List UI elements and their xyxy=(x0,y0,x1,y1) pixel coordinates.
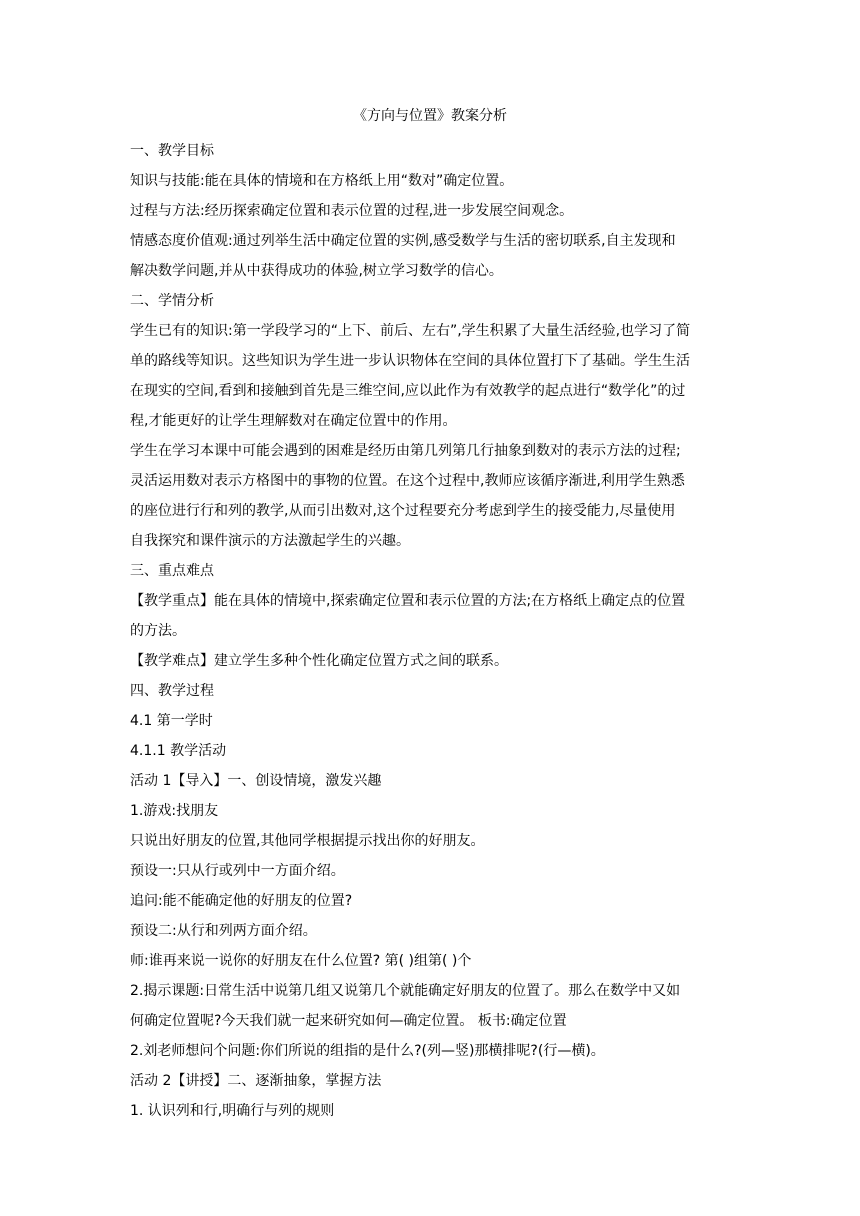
paragraph-line: 单的路线等知识。这些知识为学生进一步认识物体在空间的具体位置打下了基础。学生生活 xyxy=(130,353,690,369)
paragraph-line: 2.揭示课题:日常生活中说第几组又说第几个就能确定好朋友的位置了。那么在数学中又如 xyxy=(130,983,681,999)
paragraph-line: 情感态度价值观:通过列举生活中确定位置的实例,感受数学与生活的密切联系,自主发现和 xyxy=(130,233,676,249)
paragraph-line: 的座位进行行和列的教学,从而引出数对,这个过程要充分考虑到学生的接受能力,尽量使用 xyxy=(130,503,676,519)
paragraph-line: 追问:能不能确定他的好朋友的位置? xyxy=(130,893,353,909)
paragraph-line: 灵活运用数对表示方格图中的事物的位置。在这个过程中,教师应该循序渐进,利用学生熟悉 xyxy=(130,473,685,489)
paragraph-line: 学生已有的知识:第一学段学习的“上下、前后、左右”,学生积累了大量生活经验,也学习了简 xyxy=(130,323,691,339)
paragraph-line: 预设一:只从行或列中一方面介绍。 xyxy=(130,863,345,879)
paragraph-line: 【教学重点】能在具体的情境中,探索确定位置和表示位置的方法;在方格纸上确定点的位置 xyxy=(130,593,686,609)
document-title: 《方向与位置》教案分析 xyxy=(353,108,507,124)
paragraph-line: 解决数学问题,并从中获得成功的体验,树立学习数学的信心。 xyxy=(130,263,503,279)
section-heading-analysis: 二、学情分析 xyxy=(130,293,214,309)
subsection-heading: 4.1 第一学时 xyxy=(130,713,213,729)
paragraph-line: 1. 认识列和行,明确行与列的规则 xyxy=(130,1103,335,1119)
paragraph-line: 在现实的空间,看到和接触到首先是三维空间,应以此作为有效教学的起点进行“数学化”的过 xyxy=(130,383,686,399)
paragraph-line: 只说出好朋友的位置,其他同学根据提示找出你的好朋友。 xyxy=(130,833,485,849)
document-body xyxy=(130,136,740,1126)
paragraph-line: 程,才能更好的让学生理解数对在确定位置中的作用。 xyxy=(130,413,457,429)
paragraph-line: 知识与技能:能在具体的情境和在方格纸上用“数对”确定位置。 xyxy=(130,173,514,189)
activity-heading: 活动 1【导入】一、创设情境，激发兴趣 xyxy=(130,773,382,789)
paragraph-line: 【教学难点】建立学生多种个性化确定位置方式之间的联系。 xyxy=(130,653,508,669)
subsection-heading: 4.1.1 教学活动 xyxy=(130,743,227,759)
section-heading-process: 四、教学过程 xyxy=(130,683,214,699)
paragraph-line: 预设二:从行和列两方面介绍。 xyxy=(130,923,317,939)
paragraph-line: 1.游戏:找朋友 xyxy=(130,803,219,819)
section-heading-key-points: 三、重点难点 xyxy=(130,563,214,579)
paragraph-line: 师:谁再来说一说你的好朋友在什么位置? 第( )组第( )个 xyxy=(130,953,472,969)
activity-heading: 活动 2【讲授】二、逐渐抽象，掌握方法 xyxy=(130,1073,382,1089)
section-heading-objectives: 一、教学目标 xyxy=(130,143,214,159)
paragraph-line: 的方法。 xyxy=(130,623,186,639)
paragraph-line: 自我探究和课件演示的方法激起学生的兴趣。 xyxy=(130,533,410,549)
paragraph-line: 学生在学习本课中可能会遇到的困难是经历由第几列第几行抽象到数对的表示方法的过程; xyxy=(130,443,681,459)
paragraph-line: 过程与方法:经历探索确定位置和表示位置的过程,进一步发展空间观念。 xyxy=(130,203,574,219)
paragraph-line: 何确定位置呢?今天我们就一起来研究如何—确定位置。 板书:确定位置 xyxy=(130,1013,567,1029)
paragraph-line: 2.刘老师想问个问题:你们所说的组指的是什么?(列—竖)那横排呢?(行—横)。 xyxy=(130,1043,605,1059)
